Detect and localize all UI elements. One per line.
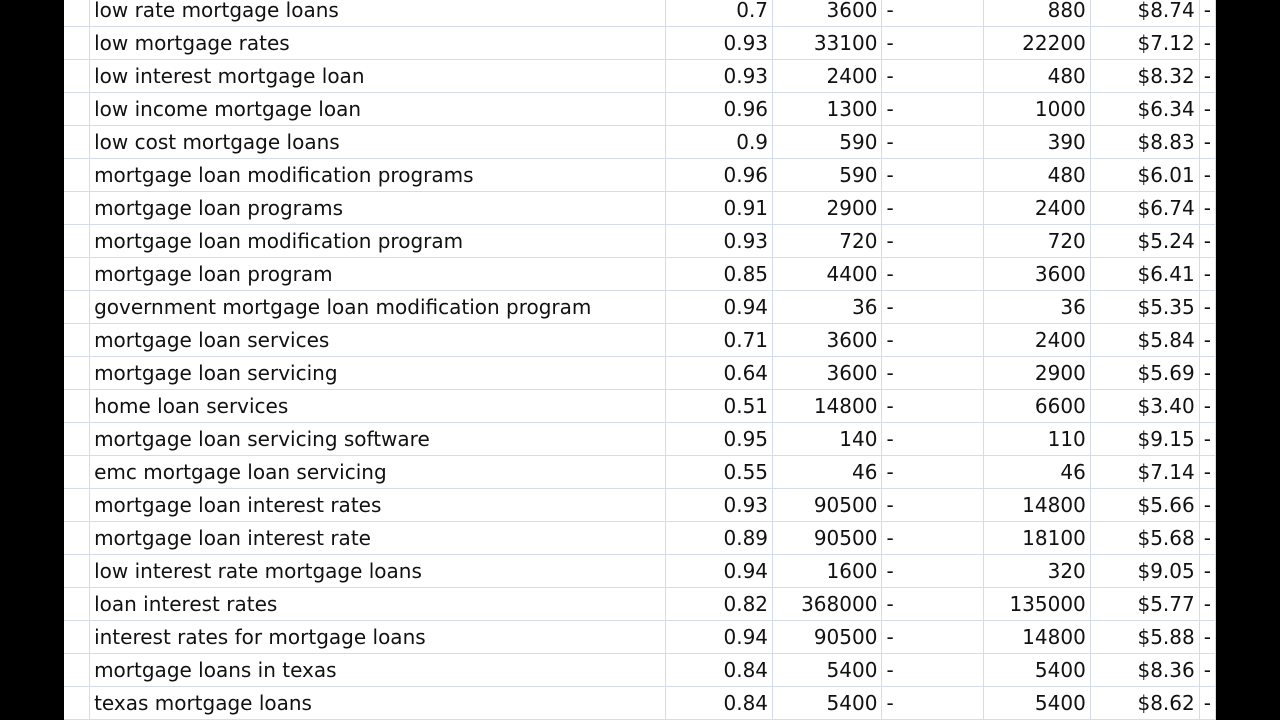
global-searches-cell[interactable]: 3600 [773, 0, 882, 27]
row-gutter-cell[interactable] [64, 555, 90, 588]
competition-cell[interactable]: 0.94 [666, 555, 773, 588]
extra-cell[interactable]: - [1199, 159, 1215, 192]
global-searches-cell[interactable]: 90500 [773, 489, 882, 522]
cpc-cell[interactable]: $5.88 [1090, 621, 1199, 654]
extra-cell[interactable]: - [1199, 489, 1215, 522]
cpc-cell[interactable]: $5.69 [1090, 357, 1199, 390]
row-gutter-cell[interactable] [64, 357, 90, 390]
keyword-cell[interactable]: low income mortgage loan [90, 93, 666, 126]
extra-cell[interactable]: - [1199, 423, 1215, 456]
table-row [64, 225, 1216, 258]
competition-cell[interactable]: 0.93 [666, 60, 773, 93]
trend-cell[interactable]: - [882, 423, 984, 456]
global-searches-cell[interactable]: 140 [773, 423, 882, 456]
global-searches-cell[interactable]: 720 [773, 225, 882, 258]
table-row [64, 588, 1216, 621]
competition-cell[interactable]: 0.64 [666, 357, 773, 390]
keyword-cell[interactable]: texas mortgage loans [90, 687, 666, 720]
global-searches-cell[interactable]: 3600 [773, 324, 882, 357]
competition-cell[interactable]: 0.84 [666, 654, 773, 687]
cpc-cell[interactable]: $7.12 [1090, 27, 1199, 60]
local-searches-cell[interactable]: 480 [984, 159, 1090, 192]
global-searches-cell[interactable]: 36 [773, 291, 882, 324]
extra-cell[interactable]: - [1199, 93, 1215, 126]
keyword-cell[interactable]: mortgage loan program [90, 258, 666, 291]
cpc-cell[interactable]: $5.66 [1090, 489, 1199, 522]
extra-cell[interactable]: - [1199, 522, 1215, 555]
table-row [64, 687, 1216, 720]
local-searches-cell[interactable]: 1000 [984, 93, 1090, 126]
extra-cell[interactable]: - [1199, 357, 1215, 390]
competition-cell[interactable]: 0.84 [666, 687, 773, 720]
table-row [64, 555, 1216, 588]
trend-cell[interactable]: - [882, 0, 984, 27]
global-searches-cell[interactable]: 1600 [773, 555, 882, 588]
global-searches-cell[interactable]: 90500 [773, 522, 882, 555]
row-gutter-cell[interactable] [64, 456, 90, 489]
table-row [64, 522, 1216, 555]
local-searches-cell[interactable]: 6600 [984, 390, 1090, 423]
row-gutter-cell[interactable] [64, 687, 90, 720]
extra-cell[interactable]: - [1199, 456, 1215, 489]
trend-cell[interactable]: - [882, 621, 984, 654]
competition-cell[interactable]: 0.85 [666, 258, 773, 291]
extra-cell[interactable]: - [1199, 60, 1215, 93]
trend-cell[interactable]: - [882, 324, 984, 357]
spreadsheet-grid [64, 0, 1216, 720]
local-searches-cell[interactable]: 135000 [984, 588, 1090, 621]
table-row [64, 291, 1216, 324]
keyword-cell[interactable]: mortgage loan services [90, 324, 666, 357]
local-searches-cell[interactable]: 14800 [984, 489, 1090, 522]
cpc-cell[interactable]: $6.34 [1090, 93, 1199, 126]
cpc-cell[interactable]: $6.01 [1090, 159, 1199, 192]
row-gutter-cell[interactable] [64, 126, 90, 159]
global-searches-cell[interactable]: 33100 [773, 27, 882, 60]
keyword-cell[interactable]: low mortgage rates [90, 27, 666, 60]
global-searches-cell[interactable]: 90500 [773, 621, 882, 654]
table-row [64, 456, 1216, 489]
cpc-cell[interactable]: $5.35 [1090, 291, 1199, 324]
trend-cell[interactable]: - [882, 93, 984, 126]
extra-cell[interactable]: - [1199, 555, 1215, 588]
global-searches-cell[interactable]: 4400 [773, 258, 882, 291]
local-searches-cell[interactable]: 2900 [984, 357, 1090, 390]
trend-cell[interactable]: - [882, 555, 984, 588]
table-row [64, 258, 1216, 291]
extra-cell[interactable]: - [1199, 291, 1215, 324]
local-searches-cell[interactable]: 36 [984, 291, 1090, 324]
extra-cell[interactable]: - [1199, 687, 1215, 720]
keyword-cell[interactable]: interest rates for mortgage loans [90, 621, 666, 654]
competition-cell[interactable]: 0.7 [666, 0, 773, 27]
keyword-table [64, 0, 1216, 720]
row-gutter-cell[interactable] [64, 159, 90, 192]
table-row [64, 126, 1216, 159]
cpc-cell[interactable]: $9.15 [1090, 423, 1199, 456]
keyword-cell[interactable]: low interest mortgage loan [90, 60, 666, 93]
cpc-cell[interactable]: $9.05 [1090, 555, 1199, 588]
global-searches-cell[interactable]: 3600 [773, 357, 882, 390]
cpc-cell[interactable]: $6.74 [1090, 192, 1199, 225]
competition-cell[interactable]: 0.93 [666, 27, 773, 60]
cpc-cell[interactable]: $5.24 [1090, 225, 1199, 258]
table-row [64, 390, 1216, 423]
table-row [64, 27, 1216, 60]
table-row [64, 357, 1216, 390]
table-row [64, 192, 1216, 225]
cpc-cell[interactable]: $5.84 [1090, 324, 1199, 357]
extra-cell[interactable]: - [1199, 258, 1215, 291]
row-gutter-cell[interactable] [64, 423, 90, 456]
competition-cell[interactable]: 0.94 [666, 621, 773, 654]
keyword-cell[interactable]: mortgage loan modification program [90, 225, 666, 258]
global-searches-cell[interactable]: 46 [773, 456, 882, 489]
cpc-cell[interactable]: $3.40 [1090, 390, 1199, 423]
table-row [64, 654, 1216, 687]
global-searches-cell[interactable]: 368000 [773, 588, 882, 621]
cpc-cell[interactable]: $8.62 [1090, 687, 1199, 720]
row-gutter-cell[interactable] [64, 588, 90, 621]
local-searches-cell[interactable]: 110 [984, 423, 1090, 456]
local-searches-cell[interactable]: 5400 [984, 687, 1090, 720]
row-gutter-cell[interactable] [64, 93, 90, 126]
cpc-cell[interactable]: $8.36 [1090, 654, 1199, 687]
row-gutter-cell[interactable] [64, 654, 90, 687]
trend-cell[interactable]: - [882, 390, 984, 423]
competition-cell[interactable]: 0.89 [666, 522, 773, 555]
row-gutter-cell[interactable] [64, 27, 90, 60]
global-searches-cell[interactable]: 590 [773, 126, 882, 159]
table-row [64, 423, 1216, 456]
local-searches-cell[interactable]: 2400 [984, 324, 1090, 357]
cpc-cell[interactable]: $5.68 [1090, 522, 1199, 555]
trend-cell[interactable]: - [882, 522, 984, 555]
extra-cell[interactable]: - [1199, 390, 1215, 423]
extra-cell[interactable]: - [1199, 0, 1215, 27]
keyword-cell[interactable]: loan interest rates [90, 588, 666, 621]
trend-cell[interactable]: - [882, 159, 984, 192]
row-gutter-cell[interactable] [64, 522, 90, 555]
keyword-table-body [64, 0, 1216, 720]
row-gutter-cell[interactable] [64, 291, 90, 324]
cpc-cell[interactable]: $8.83 [1090, 126, 1199, 159]
keyword-cell[interactable]: mortgage loan servicing [90, 357, 666, 390]
global-searches-cell[interactable]: 1300 [773, 93, 882, 126]
keyword-cell[interactable]: mortgage loan interest rate [90, 522, 666, 555]
table-row [64, 93, 1216, 126]
competition-cell[interactable]: 0.55 [666, 456, 773, 489]
competition-cell[interactable]: 0.96 [666, 159, 773, 192]
competition-cell[interactable]: 0.91 [666, 192, 773, 225]
trend-cell[interactable]: - [882, 357, 984, 390]
table-row [64, 60, 1216, 93]
row-gutter-cell[interactable] [64, 390, 90, 423]
local-searches-cell[interactable]: 14800 [984, 621, 1090, 654]
local-searches-cell[interactable]: 3600 [984, 258, 1090, 291]
table-row [64, 0, 1216, 27]
trend-cell[interactable]: - [882, 192, 984, 225]
trend-cell[interactable]: - [882, 456, 984, 489]
local-searches-cell[interactable]: 320 [984, 555, 1090, 588]
keyword-cell[interactable]: mortgage loan servicing software [90, 423, 666, 456]
global-searches-cell[interactable]: 5400 [773, 654, 882, 687]
extra-cell[interactable]: - [1199, 621, 1215, 654]
trend-cell[interactable]: - [882, 489, 984, 522]
cpc-cell[interactable]: $6.41 [1090, 258, 1199, 291]
table-row [64, 621, 1216, 654]
row-gutter-cell[interactable] [64, 225, 90, 258]
competition-cell[interactable]: 0.95 [666, 423, 773, 456]
competition-cell[interactable]: 0.94 [666, 291, 773, 324]
global-searches-cell[interactable]: 14800 [773, 390, 882, 423]
extra-cell[interactable]: - [1199, 126, 1215, 159]
competition-cell[interactable]: 0.71 [666, 324, 773, 357]
keyword-cell[interactable]: mortgage loan modification programs [90, 159, 666, 192]
keyword-cell[interactable]: mortgage loan interest rates [90, 489, 666, 522]
competition-cell[interactable]: 0.93 [666, 489, 773, 522]
local-searches-cell[interactable]: 5400 [984, 654, 1090, 687]
extra-cell[interactable]: - [1199, 225, 1215, 258]
cpc-cell[interactable]: $5.77 [1090, 588, 1199, 621]
row-gutter-cell[interactable] [64, 489, 90, 522]
competition-cell[interactable]: 0.82 [666, 588, 773, 621]
extra-cell[interactable]: - [1199, 654, 1215, 687]
local-searches-cell[interactable]: 390 [984, 126, 1090, 159]
keyword-cell[interactable]: mortgage loans in texas [90, 654, 666, 687]
local-searches-cell[interactable]: 22200 [984, 27, 1090, 60]
trend-cell[interactable]: - [882, 225, 984, 258]
cpc-cell[interactable]: $8.74 [1090, 0, 1199, 27]
local-searches-cell[interactable]: 480 [984, 60, 1090, 93]
local-searches-cell[interactable]: 880 [984, 0, 1090, 27]
trend-cell[interactable]: - [882, 687, 984, 720]
trend-cell[interactable]: - [882, 258, 984, 291]
extra-cell[interactable]: - [1199, 192, 1215, 225]
keyword-cell[interactable]: low cost mortgage loans [90, 126, 666, 159]
local-searches-cell[interactable]: 46 [984, 456, 1090, 489]
trend-cell[interactable]: - [882, 60, 984, 93]
keyword-cell[interactable]: government mortgage loan modification program [90, 291, 666, 324]
extra-cell[interactable]: - [1199, 588, 1215, 621]
global-searches-cell[interactable]: 2900 [773, 192, 882, 225]
competition-cell[interactable]: 0.9 [666, 126, 773, 159]
cpc-cell[interactable]: $7.14 [1090, 456, 1199, 489]
trend-cell[interactable]: - [882, 588, 984, 621]
local-searches-cell[interactable]: 18100 [984, 522, 1090, 555]
row-gutter-cell[interactable] [64, 192, 90, 225]
competition-cell[interactable]: 0.93 [666, 225, 773, 258]
trend-cell[interactable]: - [882, 27, 984, 60]
keyword-cell[interactable]: mortgage loan programs [90, 192, 666, 225]
keyword-cell[interactable]: home loan services [90, 390, 666, 423]
trend-cell[interactable]: - [882, 126, 984, 159]
keyword-cell[interactable]: low interest rate mortgage loans [90, 555, 666, 588]
extra-cell[interactable]: - [1199, 324, 1215, 357]
local-searches-cell[interactable]: 720 [984, 225, 1090, 258]
row-gutter-cell[interactable] [64, 621, 90, 654]
global-searches-cell[interactable]: 5400 [773, 687, 882, 720]
row-gutter-cell[interactable] [64, 324, 90, 357]
global-searches-cell[interactable]: 2400 [773, 60, 882, 93]
row-gutter-cell[interactable] [64, 0, 90, 27]
keyword-cell[interactable]: low rate mortgage loans [90, 0, 666, 27]
extra-cell[interactable]: - [1199, 27, 1215, 60]
global-searches-cell[interactable]: 590 [773, 159, 882, 192]
table-row [64, 324, 1216, 357]
competition-cell[interactable]: 0.51 [666, 390, 773, 423]
table-row [64, 159, 1216, 192]
cpc-cell[interactable]: $8.32 [1090, 60, 1199, 93]
table-row [64, 489, 1216, 522]
row-gutter-cell[interactable] [64, 60, 90, 93]
trend-cell[interactable]: - [882, 654, 984, 687]
trend-cell[interactable]: - [882, 291, 984, 324]
keyword-cell[interactable]: emc mortgage loan servicing [90, 456, 666, 489]
competition-cell[interactable]: 0.96 [666, 93, 773, 126]
row-gutter-cell[interactable] [64, 258, 90, 291]
local-searches-cell[interactable]: 2400 [984, 192, 1090, 225]
